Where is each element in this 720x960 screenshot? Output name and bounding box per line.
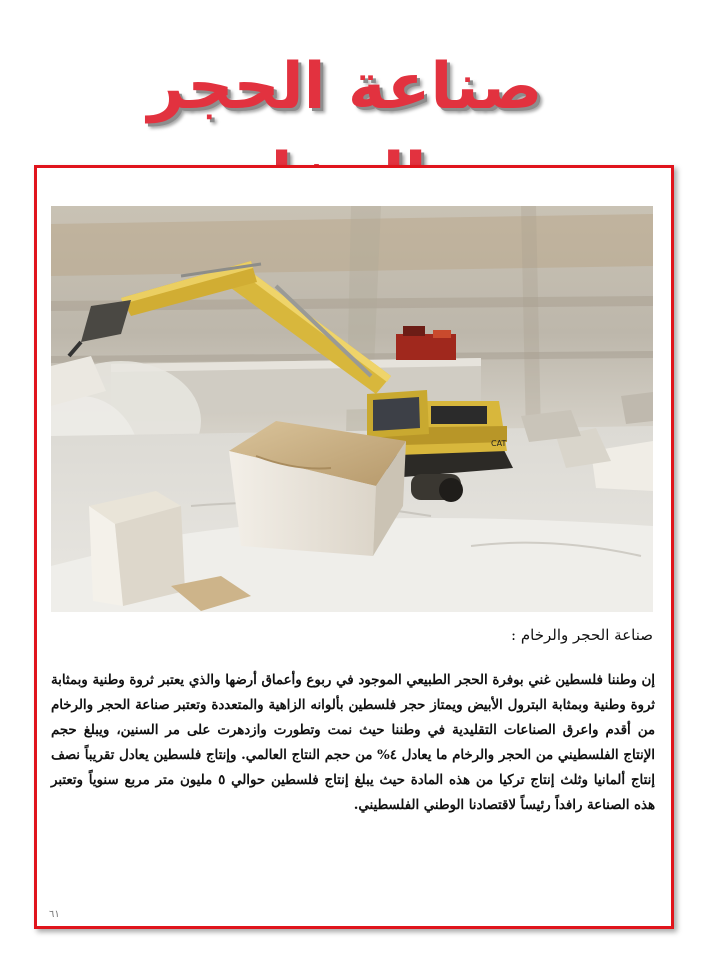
svg-text:CAT: CAT xyxy=(491,439,507,448)
body-paragraph: إن وطننا فلسطين غني بوفرة الحجر الطبيعي الموجود في ربوع وأعماق أرضها والذي يعتبر ثروة وطنية وبمثابة ثروة وطنية وبمثابة البترول الأبيض ويمتاز حجر فلسطين بألوانه الزاهية والمتعددة وتعتبر صناعة الحجر والرخام من أقدم واعرق الصناعات التقليدية في وطننا حيث نمت وتطورت وازدهرت على مر السنين، ويبلغ حجم الإنتاج الفلسطيني من الحجر والرخام ما يعادل ٤% من حجم النتاج العالمي. وإنتاج فلسطين يعادل تقريباً نصف إنتاج ألمانيا وثلث إنتاج تركيا من هذه المادة حيث يبلغ إنتاج فلسطين حوالي ٥ مليون متر مربع سنوياً وتعتبر هذه الصناعة رافداً رئيساً لاقتصادنا الوطني الفلسطيني. xyxy=(51,673,655,813)
quarry-photo xyxy=(51,206,653,612)
content-frame xyxy=(34,165,674,929)
page-number: ٦١ xyxy=(49,909,60,920)
page-title: صناعة الحجر xyxy=(147,50,543,124)
section-subheading: صناعة الحجر والرخام : xyxy=(511,626,653,644)
